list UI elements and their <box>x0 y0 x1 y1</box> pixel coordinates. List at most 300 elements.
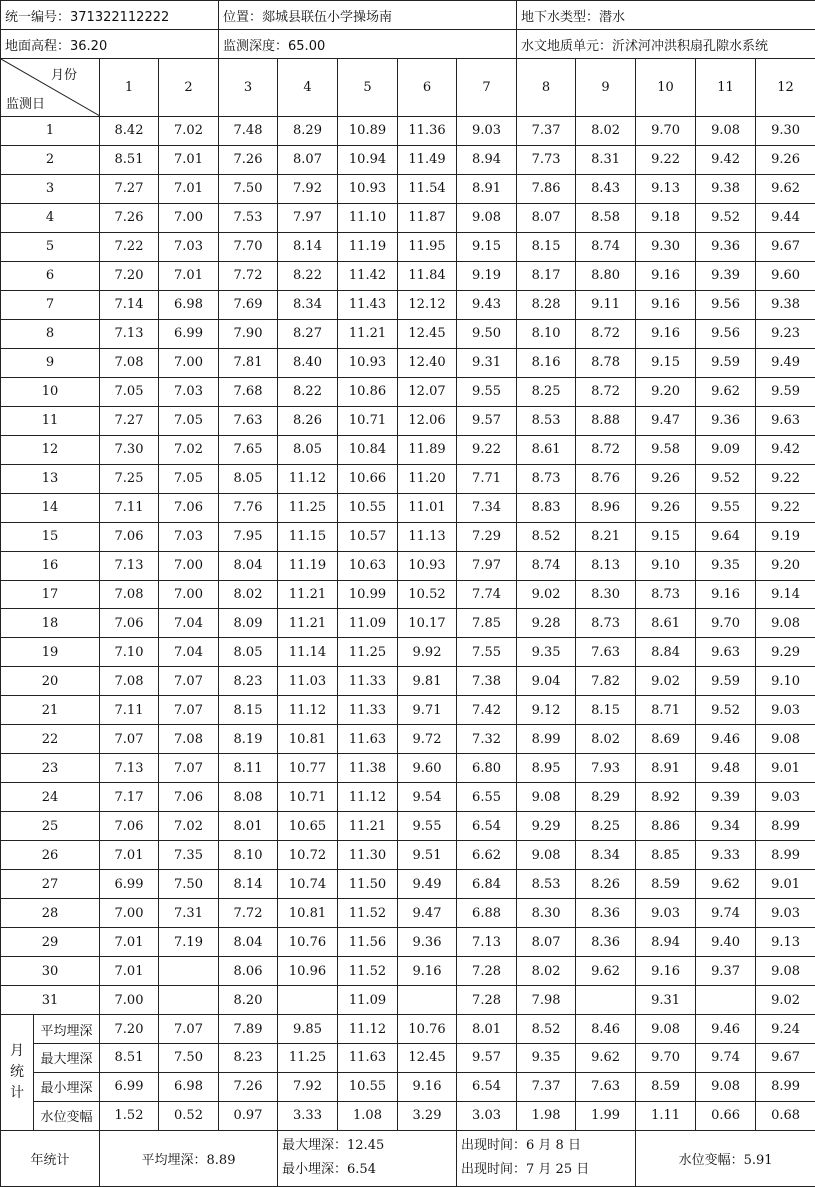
depth-cell: 12.06 <box>398 406 457 435</box>
depth-cell: 8.85 <box>636 841 696 870</box>
depth-cell: 9.31 <box>636 986 696 1015</box>
depth-cell: 7.50 <box>159 870 219 899</box>
depth-cell: 7.02 <box>159 435 219 464</box>
stat-cell: 6.54 <box>457 1072 517 1101</box>
stat-cell: 1.98 <box>517 1101 576 1130</box>
stat-cell: 8.52 <box>517 1015 576 1044</box>
depth-cell: 8.23 <box>219 667 278 696</box>
depth-cell: 9.28 <box>517 609 576 638</box>
table-row <box>1 174 815 203</box>
depth-cell: 9.38 <box>696 174 756 203</box>
depth-cell: 9.22 <box>636 145 696 174</box>
month-axis-label: 月份 <box>51 64 77 83</box>
depth-cell: 8.19 <box>219 725 278 754</box>
stat-cell: 10.55 <box>338 1072 398 1101</box>
depth-cell: 8.43 <box>576 174 636 203</box>
depth-cell: 8.74 <box>576 232 636 261</box>
depth-cell: 8.30 <box>517 899 576 928</box>
stat-cell: 9.57 <box>457 1044 517 1073</box>
ground-elevation: 地面高程：36.20 <box>1 30 219 59</box>
depth-cell <box>159 986 219 1015</box>
depth-cell: 7.07 <box>159 667 219 696</box>
table-row <box>1 377 815 406</box>
depth-cell: 8.42 <box>100 117 159 146</box>
day-cell: 21 <box>1 696 100 725</box>
month-header: 4 <box>278 59 338 117</box>
depth-cell: 8.22 <box>278 377 338 406</box>
depth-cell: 8.96 <box>576 493 636 522</box>
stats-row <box>1 1072 815 1101</box>
day-cell: 19 <box>1 638 100 667</box>
depth-cell: 9.10 <box>636 551 696 580</box>
depth-cell: 9.42 <box>756 435 815 464</box>
depth-cell: 8.52 <box>517 522 576 551</box>
depth-cell: 9.47 <box>636 406 696 435</box>
stat-cell: 3.03 <box>457 1101 517 1130</box>
table-row <box>1 957 815 986</box>
depth-cell: 9.03 <box>756 899 815 928</box>
depth-cell: 9.16 <box>636 319 696 348</box>
depth-cell: 7.07 <box>159 754 219 783</box>
table-row <box>1 986 815 1015</box>
stat-cell: 9.46 <box>696 1015 756 1044</box>
month-header: 11 <box>696 59 756 117</box>
depth-cell: 7.05 <box>159 464 219 493</box>
depth-cell: 7.00 <box>159 580 219 609</box>
depth-cell: 9.55 <box>696 493 756 522</box>
depth-cell: 9.30 <box>756 117 815 146</box>
depth-cell: 9.60 <box>398 754 457 783</box>
table-row <box>1 870 815 899</box>
depth-cell: 9.36 <box>696 406 756 435</box>
depth-cell: 7.26 <box>100 203 159 232</box>
depth-cell: 9.03 <box>636 899 696 928</box>
day-cell: 14 <box>1 493 100 522</box>
stat-label: 最大埋深 <box>34 1044 100 1073</box>
day-cell: 7 <box>1 290 100 319</box>
location: 位置：郯城县联伍小学操场南 <box>219 1 517 30</box>
depth-cell: 7.37 <box>517 117 576 146</box>
depth-cell: 9.57 <box>457 406 517 435</box>
depth-cell: 7.98 <box>517 986 576 1015</box>
day-cell: 11 <box>1 406 100 435</box>
depth-cell: 10.65 <box>278 812 338 841</box>
depth-cell: 9.50 <box>457 319 517 348</box>
table-row <box>1 696 815 725</box>
depth-cell: 9.15 <box>457 232 517 261</box>
depth-cell: 11.21 <box>278 609 338 638</box>
depth-cell: 10.71 <box>278 783 338 812</box>
depth-cell: 8.10 <box>517 319 576 348</box>
depth-cell: 7.17 <box>100 783 159 812</box>
table-row <box>1 928 815 957</box>
depth-cell: 10.94 <box>338 145 398 174</box>
depth-cell: 11.87 <box>398 203 457 232</box>
depth-cell: 7.48 <box>219 117 278 146</box>
depth-cell: 9.62 <box>696 870 756 899</box>
depth-cell: 7.08 <box>100 348 159 377</box>
depth-cell: 8.29 <box>576 783 636 812</box>
depth-cell: 8.02 <box>219 580 278 609</box>
day-cell: 5 <box>1 232 100 261</box>
depth-cell: 8.88 <box>576 406 636 435</box>
depth-cell: 10.84 <box>338 435 398 464</box>
depth-cell: 7.26 <box>219 145 278 174</box>
depth-cell: 8.80 <box>576 261 636 290</box>
depth-cell: 11.09 <box>338 609 398 638</box>
stat-cell: 6.98 <box>159 1072 219 1101</box>
depth-cell: 9.15 <box>636 348 696 377</box>
depth-cell: 7.32 <box>457 725 517 754</box>
table-row <box>1 203 815 232</box>
depth-cell: 10.66 <box>338 464 398 493</box>
depth-cell: 8.22 <box>278 261 338 290</box>
annual-stats-row <box>1 1130 815 1186</box>
stats-row <box>1 1044 815 1073</box>
table-row <box>1 725 815 754</box>
stat-label: 水位变幅 <box>34 1101 100 1130</box>
depth-cell: 9.34 <box>696 812 756 841</box>
depth-cell: 10.63 <box>338 551 398 580</box>
depth-cell: 8.05 <box>219 638 278 667</box>
depth-cell: 7.73 <box>517 145 576 174</box>
depth-cell: 9.16 <box>636 957 696 986</box>
stat-cell: 0.68 <box>756 1101 815 1130</box>
month-header: 5 <box>338 59 398 117</box>
depth-cell: 8.72 <box>576 319 636 348</box>
stat-cell: 7.26 <box>219 1072 278 1101</box>
depth-cell: 8.53 <box>517 870 576 899</box>
depth-cell: 10.72 <box>278 841 338 870</box>
depth-cell: 11.15 <box>278 522 338 551</box>
stat-cell: 3.33 <box>278 1101 338 1130</box>
month-header: 9 <box>576 59 636 117</box>
depth-cell: 9.52 <box>696 203 756 232</box>
depth-cell: 9.55 <box>398 812 457 841</box>
depth-cell: 9.56 <box>696 319 756 348</box>
depth-cell: 10.57 <box>338 522 398 551</box>
depth-cell: 9.26 <box>636 464 696 493</box>
depth-cell: 8.14 <box>219 870 278 899</box>
day-cell: 20 <box>1 667 100 696</box>
depth-cell: 7.74 <box>457 580 517 609</box>
depth-cell: 8.71 <box>636 696 696 725</box>
depth-cell: 8.04 <box>219 551 278 580</box>
depth-cell: 9.49 <box>398 870 457 899</box>
depth-cell: 7.28 <box>457 986 517 1015</box>
depth-cell: 9.22 <box>756 464 815 493</box>
depth-cell: 6.62 <box>457 841 517 870</box>
depth-cell: 11.20 <box>398 464 457 493</box>
depth-cell: 7.22 <box>100 232 159 261</box>
depth-cell <box>159 957 219 986</box>
depth-cell: 7.19 <box>159 928 219 957</box>
depth-cell: 7.97 <box>278 203 338 232</box>
depth-cell: 9.36 <box>696 232 756 261</box>
depth-cell: 9.29 <box>517 812 576 841</box>
depth-cell: 9.19 <box>756 522 815 551</box>
depth-cell: 8.05 <box>219 464 278 493</box>
depth-cell: 9.30 <box>636 232 696 261</box>
depth-cell: 9.38 <box>756 290 815 319</box>
depth-cell: 9.59 <box>696 348 756 377</box>
depth-cell: 7.01 <box>159 145 219 174</box>
depth-cell: 9.02 <box>517 580 576 609</box>
depth-cell: 9.29 <box>756 638 815 667</box>
depth-cell: 9.22 <box>457 435 517 464</box>
depth-cell: 8.27 <box>278 319 338 348</box>
depth-cell: 9.43 <box>457 290 517 319</box>
day-cell: 31 <box>1 986 100 1015</box>
table-row <box>1 754 815 783</box>
depth-cell: 11.01 <box>398 493 457 522</box>
depth-cell: 8.30 <box>576 580 636 609</box>
depth-cell: 9.02 <box>636 667 696 696</box>
depth-cell: 9.62 <box>576 957 636 986</box>
depth-cell: 9.02 <box>756 986 815 1015</box>
depth-cell: 11.42 <box>338 261 398 290</box>
table-row <box>1 551 815 580</box>
depth-cell: 8.06 <box>219 957 278 986</box>
stat-cell: 1.11 <box>636 1101 696 1130</box>
stat-cell: 8.01 <box>457 1015 517 1044</box>
day-cell: 3 <box>1 174 100 203</box>
depth-cell: 8.15 <box>576 696 636 725</box>
depth-cell: 9.36 <box>398 928 457 957</box>
depth-cell: 12.12 <box>398 290 457 319</box>
depth-cell: 9.31 <box>457 348 517 377</box>
depth-cell: 11.33 <box>338 696 398 725</box>
depth-cell: 11.21 <box>338 319 398 348</box>
depth-cell: 7.10 <box>100 638 159 667</box>
depth-cell: 8.16 <box>517 348 576 377</box>
depth-cell: 7.06 <box>159 493 219 522</box>
depth-cell: 9.16 <box>398 957 457 986</box>
depth-cell: 7.34 <box>457 493 517 522</box>
table-row <box>1 580 815 609</box>
depth-cell: 9.13 <box>636 174 696 203</box>
monthly-stats-label: 月 统 计 <box>1 1015 34 1131</box>
depth-cell: 8.36 <box>576 899 636 928</box>
depth-cell: 11.25 <box>338 638 398 667</box>
stat-cell: 11.25 <box>278 1044 338 1073</box>
stat-cell: 7.50 <box>159 1044 219 1073</box>
stat-cell: 9.74 <box>696 1044 756 1073</box>
depth-cell: 8.25 <box>576 812 636 841</box>
depth-cell: 8.73 <box>517 464 576 493</box>
depth-cell: 8.84 <box>636 638 696 667</box>
depth-cell: 8.07 <box>517 928 576 957</box>
depth-cell: 8.61 <box>517 435 576 464</box>
depth-cell: 11.54 <box>398 174 457 203</box>
depth-cell: 7.00 <box>159 348 219 377</box>
depth-cell: 8.86 <box>636 812 696 841</box>
stat-cell: 12.45 <box>398 1044 457 1073</box>
depth-cell: 7.00 <box>100 899 159 928</box>
day-cell: 24 <box>1 783 100 812</box>
annual-average: 平均埋深：8.89 <box>100 1130 278 1186</box>
depth-cell: 8.34 <box>576 841 636 870</box>
depth-cell: 7.08 <box>100 580 159 609</box>
depth-cell: 10.71 <box>338 406 398 435</box>
depth-cell: 8.73 <box>636 580 696 609</box>
depth-cell: 7.53 <box>219 203 278 232</box>
day-cell: 9 <box>1 348 100 377</box>
day-cell: 27 <box>1 870 100 899</box>
day-cell: 13 <box>1 464 100 493</box>
stat-cell: 7.89 <box>219 1015 278 1044</box>
depth-cell: 8.26 <box>576 870 636 899</box>
depth-cell: 11.10 <box>338 203 398 232</box>
depth-cell: 7.00 <box>159 551 219 580</box>
depth-cell: 11.95 <box>398 232 457 261</box>
stat-cell: 7.20 <box>100 1015 159 1044</box>
depth-cell: 10.93 <box>398 551 457 580</box>
depth-cell: 11.19 <box>278 551 338 580</box>
depth-cell: 8.95 <box>517 754 576 783</box>
depth-cell: 12.40 <box>398 348 457 377</box>
depth-cell: 8.07 <box>278 145 338 174</box>
depth-cell: 7.04 <box>159 609 219 638</box>
depth-cell: 8.29 <box>278 117 338 146</box>
depth-cell: 8.25 <box>517 377 576 406</box>
depth-cell: 12.45 <box>398 319 457 348</box>
day-cell: 1 <box>1 117 100 146</box>
depth-cell: 7.07 <box>100 725 159 754</box>
day-cell: 15 <box>1 522 100 551</box>
table-row <box>1 899 815 928</box>
depth-cell: 7.00 <box>100 986 159 1015</box>
table-row <box>1 261 815 290</box>
depth-cell: 7.97 <box>457 551 517 580</box>
depth-cell: 9.20 <box>636 377 696 406</box>
depth-cell: 7.03 <box>159 377 219 406</box>
stat-cell: 8.23 <box>219 1044 278 1073</box>
month-header: 10 <box>636 59 696 117</box>
depth-cell: 9.33 <box>696 841 756 870</box>
stat-cell: 7.37 <box>517 1072 576 1101</box>
depth-cell: 9.03 <box>756 696 815 725</box>
depth-cell: 8.20 <box>219 986 278 1015</box>
depth-cell: 8.15 <box>517 232 576 261</box>
depth-cell: 7.08 <box>159 725 219 754</box>
stat-cell: 9.70 <box>636 1044 696 1073</box>
depth-cell: 9.39 <box>696 783 756 812</box>
water-type: 地下水类型：潜水 <box>517 1 815 30</box>
depth-cell: 9.63 <box>756 406 815 435</box>
month-header: 1 <box>100 59 159 117</box>
depth-cell: 10.52 <box>398 580 457 609</box>
depth-cell: 9.59 <box>756 377 815 406</box>
depth-cell: 10.74 <box>278 870 338 899</box>
stat-cell: 8.59 <box>636 1072 696 1101</box>
depth-cell: 10.93 <box>338 174 398 203</box>
depth-cell: 9.48 <box>696 754 756 783</box>
depth-cell: 9.04 <box>517 667 576 696</box>
depth-cell: 11.12 <box>278 696 338 725</box>
depth-cell: 10.76 <box>278 928 338 957</box>
depth-cell: 9.74 <box>696 899 756 928</box>
stat-cell: 10.76 <box>398 1015 457 1044</box>
depth-cell: 7.02 <box>159 117 219 146</box>
stat-cell: 8.99 <box>756 1072 815 1101</box>
depth-cell: 7.01 <box>100 841 159 870</box>
depth-cell: 11.14 <box>278 638 338 667</box>
depth-cell: 8.91 <box>457 174 517 203</box>
depth-cell: 11.52 <box>338 957 398 986</box>
day-cell: 8 <box>1 319 100 348</box>
day-cell: 2 <box>1 145 100 174</box>
depth-cell: 7.55 <box>457 638 517 667</box>
depth-cell: 9.92 <box>398 638 457 667</box>
depth-cell: 8.09 <box>219 609 278 638</box>
depth-cell: 8.07 <box>517 203 576 232</box>
stat-cell: 11.12 <box>338 1015 398 1044</box>
stat-cell: 9.85 <box>278 1015 338 1044</box>
annual-extremes <box>278 1130 457 1186</box>
stat-cell: 3.29 <box>398 1101 457 1130</box>
annual-max-time: 出现时间：6 月 8 日 <box>461 1134 635 1158</box>
depth-cell: 7.42 <box>457 696 517 725</box>
table-row <box>1 117 815 146</box>
depth-cell: 8.51 <box>100 145 159 174</box>
depth-cell: 6.54 <box>457 812 517 841</box>
depth-cell: 7.00 <box>159 203 219 232</box>
depth-cell: 8.11 <box>219 754 278 783</box>
day-cell: 25 <box>1 812 100 841</box>
stat-cell: 9.67 <box>756 1044 815 1073</box>
depth-cell: 9.15 <box>636 522 696 551</box>
depth-cell: 11.13 <box>398 522 457 551</box>
stat-cell: 9.35 <box>517 1044 576 1073</box>
depth-cell: 7.31 <box>159 899 219 928</box>
depth-cell: 8.31 <box>576 145 636 174</box>
depth-cell: 9.16 <box>696 580 756 609</box>
depth-cell: 8.53 <box>517 406 576 435</box>
depth-cell: 9.10 <box>756 667 815 696</box>
depth-cell: 9.39 <box>696 261 756 290</box>
depth-cell: 10.17 <box>398 609 457 638</box>
depth-cell: 9.37 <box>696 957 756 986</box>
depth-cell: 11.63 <box>338 725 398 754</box>
stat-cell: 11.63 <box>338 1044 398 1073</box>
depth-cell: 8.02 <box>576 725 636 754</box>
depth-cell: 8.78 <box>576 348 636 377</box>
depth-cell: 8.15 <box>219 696 278 725</box>
depth-cell: 9.81 <box>398 667 457 696</box>
depth-cell: 10.77 <box>278 754 338 783</box>
table-row <box>1 319 815 348</box>
depth-cell: 7.28 <box>457 957 517 986</box>
depth-cell: 9.72 <box>398 725 457 754</box>
depth-cell: 11.30 <box>338 841 398 870</box>
depth-cell: 9.62 <box>756 174 815 203</box>
depth-cell: 7.90 <box>219 319 278 348</box>
depth-cell: 7.01 <box>100 957 159 986</box>
depth-cell: 7.08 <box>100 667 159 696</box>
depth-cell: 8.10 <box>219 841 278 870</box>
stat-cell: 0.97 <box>219 1101 278 1130</box>
depth-cell: 11.21 <box>278 580 338 609</box>
day-cell: 28 <box>1 899 100 928</box>
depth-cell: 11.56 <box>338 928 398 957</box>
station-id: 统一编号：371322112222 <box>1 1 219 30</box>
depth-cell: 7.01 <box>100 928 159 957</box>
depth-cell: 10.99 <box>338 580 398 609</box>
month-header: 2 <box>159 59 219 117</box>
depth-cell: 7.13 <box>100 319 159 348</box>
depth-cell: 9.35 <box>517 638 576 667</box>
